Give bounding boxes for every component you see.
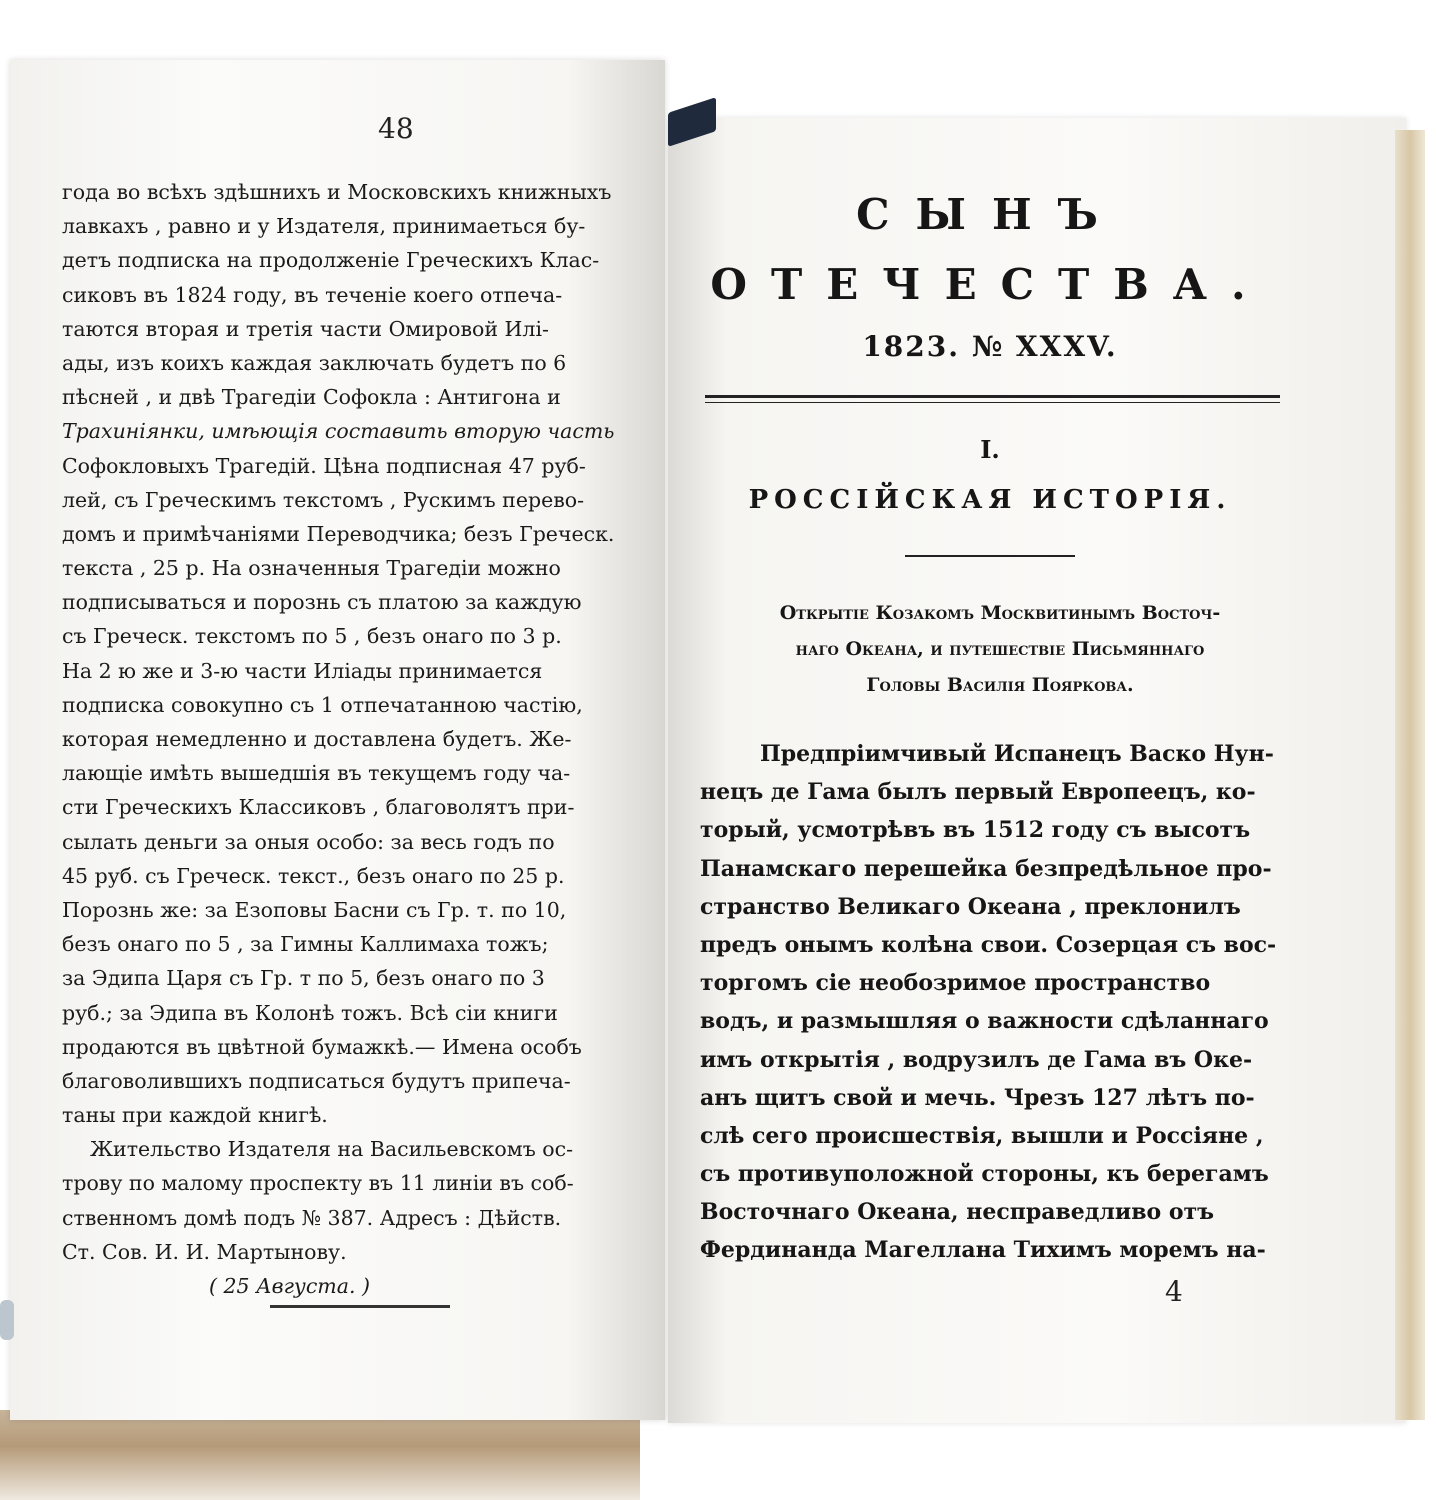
text-line: пѣсней , и двѣ Трагедіи Софокла : Антигона и [62, 385, 561, 410]
section-rule [905, 555, 1075, 557]
body-line: анъ щитъ свой и мечь. Чрезъ 127 лѣтъ по- [700, 1084, 1255, 1111]
text-line: лей, съ Греческимъ текстомъ , Рускимъ перево- [62, 487, 585, 512]
text-line: съ Греческ. текстомъ по 5 , безъ онаго по 3 р. [62, 624, 562, 649]
text-line: детъ подписка на продолженіе Греческихъ Клас- [62, 248, 600, 273]
body-line: торгомъ сіе необозримое пространство [700, 970, 1211, 997]
left-page-text [62, 175, 667, 1303]
page-stack-edge [1395, 130, 1425, 1420]
text-line: года во всѣхъ здѣшнихъ и Московскихъ книжныхъ [62, 180, 612, 204]
text-line: Жительство Издателя на Васильевскомъ ос- [90, 1137, 574, 1162]
text-line: руб.; за Эдипа въ Колонѣ тожъ. Всѣ сіи книги [62, 1000, 558, 1025]
section-title: РОССІЙСКАЯ ИСТОРІЯ. [748, 485, 1232, 515]
text-line: ственномъ домѣ подъ № 387. Адресъ : Дѣйств. [62, 1205, 562, 1230]
body-line: съ противуположной стороны, къ берегамъ [700, 1161, 1269, 1188]
body-line: слѣ сего происшествія, вышли и Россіяне , [700, 1122, 1264, 1149]
text-line: На 2 ю же и 3-ю части Иліады принимается [62, 658, 543, 683]
date-line: ( 25 Августа. ) [209, 1274, 370, 1298]
page-clip [0, 1300, 14, 1340]
text-line: ады, изъ коихъ каждая заключать будетъ по 6 [62, 350, 567, 375]
article-body [700, 735, 1310, 1270]
text-line: Порознь же: за Езоповы Басни съ Гр. т. по 10, [62, 897, 567, 922]
article-title-line: Головы Василія Пояркова. [866, 674, 1134, 696]
body-line: Предпріимчивый Испанецъ Васко Нун- [760, 741, 1274, 767]
text-line: таются вторая и третія части Омировой Илі- [62, 316, 549, 341]
text-line: подписываться и порознь съ платою за каждую [62, 590, 582, 615]
text-line: за Эдипа Царя съ Гр. т по 5, безъ онаго по 3 [62, 966, 545, 991]
text-line: безъ онаго по 5 , за Гимны Каллимаха тожъ; [62, 932, 549, 957]
text-line: 45 руб. съ Греческ. текст., безъ онаго по 25 р. [62, 863, 565, 888]
text-line: Ст. Сов. И. И. Мартынову. [62, 1239, 347, 1264]
text-line: домъ и примѣчаніями Переводчика; безъ Греческ. [62, 521, 615, 546]
text-line: подписка совокупно съ 1 отпечатанною частію, [62, 692, 583, 717]
text-line: сылать деньги за оныя особо: за весь годъ по [62, 829, 555, 854]
body-line: предъ онымъ колѣна свои. Созерцая съ вос- [700, 931, 1277, 958]
closing-rule [270, 1305, 450, 1308]
masthead-title-line1: СЫНЪ [856, 190, 1124, 239]
text-line: благоволившихъ подписаться будутъ припеча- [62, 1068, 571, 1093]
article-title-line: Открытіе Козакомъ Москвитинымъ Восточ- [779, 602, 1221, 624]
text-line: сти Греческихъ Классиковъ , благоволятъ при- [62, 795, 575, 820]
body-line: водъ, и размышляя о важности сдѣланнаго [700, 1008, 1269, 1035]
issue-number: 1823. № XXXV. [862, 330, 1118, 363]
article-title-line: наго Океана, и путешествіе Письмяннаго [795, 638, 1205, 660]
body-line: Восточнаго Океана, несправедливо отъ [700, 1199, 1215, 1226]
book-cover-edge [0, 1410, 640, 1500]
text-line: продаются въ цвѣтной бумажкѣ.— Имена особъ [62, 1034, 582, 1059]
masthead-rule [705, 395, 1280, 403]
page-number: 48 [378, 112, 414, 145]
text-line: сиковъ въ 1824 году, въ теченіе коего отпеча- [62, 282, 563, 307]
section-number: I. [980, 435, 1000, 464]
body-line: торый, усмотрѣвъ въ 1512 году съ высотъ [700, 817, 1251, 844]
text-line: которая немедленно и доставлена будетъ. Же- [62, 727, 572, 751]
text-line: текста , 25 р. На означенныя Трагедіи можно [62, 556, 561, 581]
body-line: странство Великаго Океана , преклонилъ [700, 893, 1241, 920]
text-line: лающіе имѣть вышедшія въ текущемъ году ча- [62, 761, 571, 786]
text-line: таны при каждой книгѣ. [62, 1103, 328, 1128]
body-line: имъ открытія , водрузилъ де Гама въ Оке- [700, 1046, 1253, 1073]
text-line: трову по малому проспекту въ 11 линіи въ соб- [62, 1171, 574, 1196]
text-line: Софокловыхъ Трагедій. Цѣна подписная 47 руб- [62, 453, 586, 478]
body-line: Панамскаго перешейка безпредѣльное про- [700, 855, 1272, 882]
body-line: Фердинанда Магеллана Тихимъ моремъ на- [700, 1237, 1266, 1264]
text-line: лавкахъ , равно и у Издателя, принимаеться бу- [62, 214, 586, 239]
text-line: Трахиніянки, имѣющія составить вторую часть [62, 419, 615, 444]
signature-mark: 4 [1165, 1275, 1183, 1308]
body-line: нецъ де Гама былъ первый Европеецъ, ко- [700, 779, 1256, 806]
masthead-title-line2: ОТЕЧЕСТВА. [710, 260, 1270, 309]
article-title [700, 595, 1300, 703]
